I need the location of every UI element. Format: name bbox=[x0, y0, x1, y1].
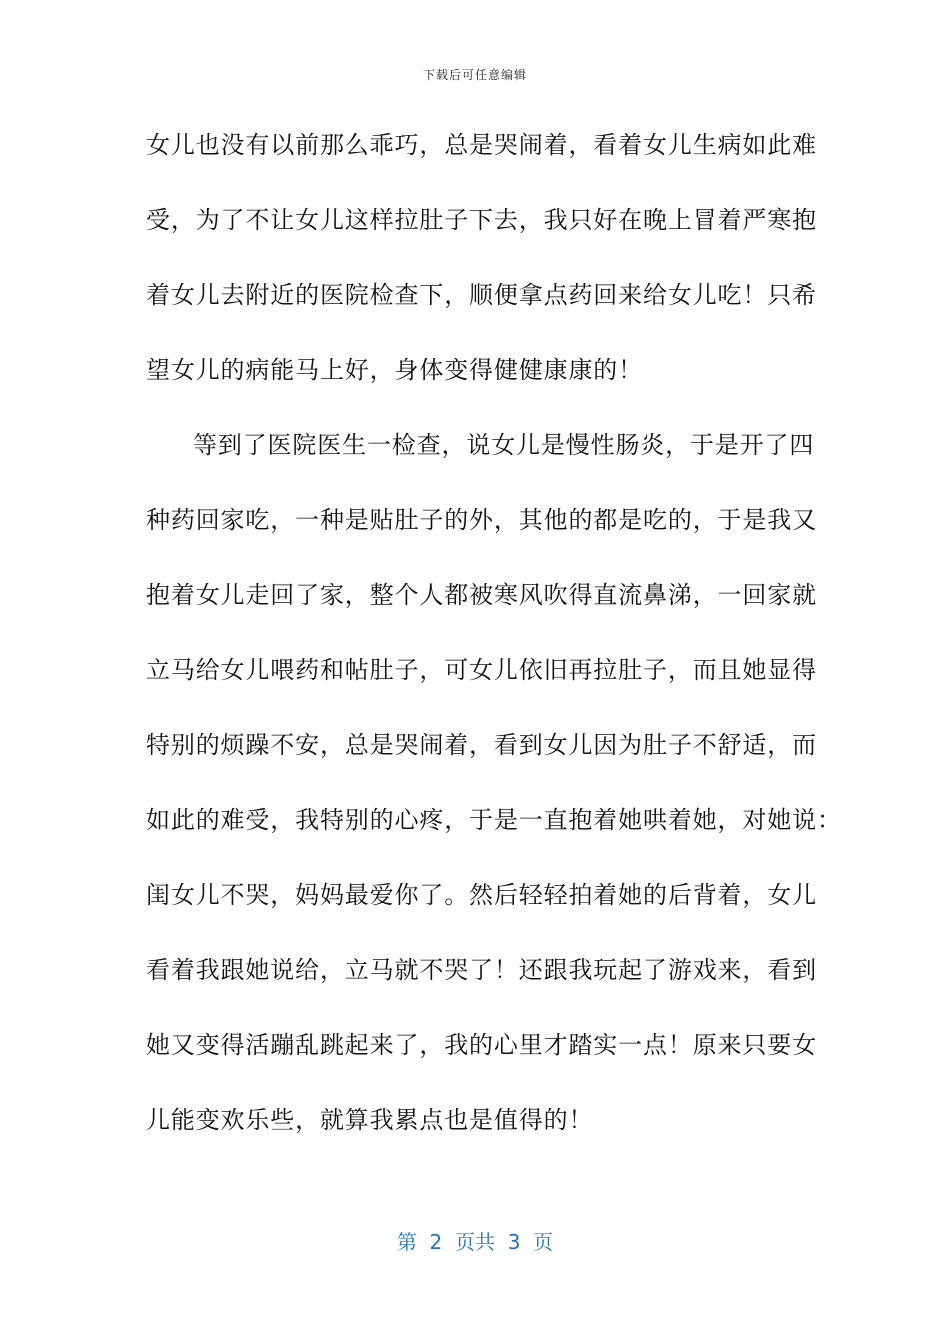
paragraph-line: 着女儿去附近的医院检查下，顺便拿点药回来给女儿吃！只希 bbox=[146, 281, 817, 309]
header-note: 下载后可任意编辑 bbox=[422, 68, 527, 82]
paragraph-line: 种药回家吃，一种是贴肚子的外，其他的都是吃的，于是我又 bbox=[146, 506, 817, 534]
paragraph-line: 望女儿的病能马上好，身体变得健健康康的！ bbox=[146, 356, 643, 384]
paragraph-line: 女儿也没有以前那么乖巧，总是哭闹着，看着女儿生病如此难 bbox=[146, 131, 817, 159]
paragraph-line: 特别的烦躁不安，总是哭闹着，看到女儿因为肚子不舒适，而 bbox=[146, 731, 817, 759]
paragraph-line: 受，为了不让女儿这样拉肚子下去，我只好在晚上冒着严寒抱 bbox=[146, 206, 817, 234]
paragraph-line: 看着我跟她说给，立马就不哭了！还跟我玩起了游戏来，看到 bbox=[146, 956, 817, 984]
paragraph-line-indented: 等到了医院医生一检查，说女儿是慢性肠炎，于是开了四 bbox=[193, 431, 815, 459]
paragraph-line: 她又变得活蹦乱跳起来了，我的心里才踏实一点！原来只要女 bbox=[146, 1031, 817, 1059]
paragraph-line: 如此的难受，我特别的心疼，于是一直抱着她哄着她，对她说： bbox=[146, 806, 842, 834]
paragraph-line: 抱着女儿走回了家，整个人都被寒风吹得直流鼻涕，一回家就 bbox=[146, 581, 817, 609]
paragraph-line: 闺女儿不哭，妈妈最爱你了。然后轻轻拍着她的后背着，女儿 bbox=[146, 881, 817, 909]
paragraph-line: 儿能变欢乐些，就算我累点也是值得的！ bbox=[146, 1106, 594, 1134]
page-number-footer: 第 2 页共 3 页 bbox=[396, 1230, 554, 1254]
paragraph-line: 立马给女儿喂药和帖肚子，可女儿依旧再拉肚子，而且她显得 bbox=[146, 656, 817, 684]
